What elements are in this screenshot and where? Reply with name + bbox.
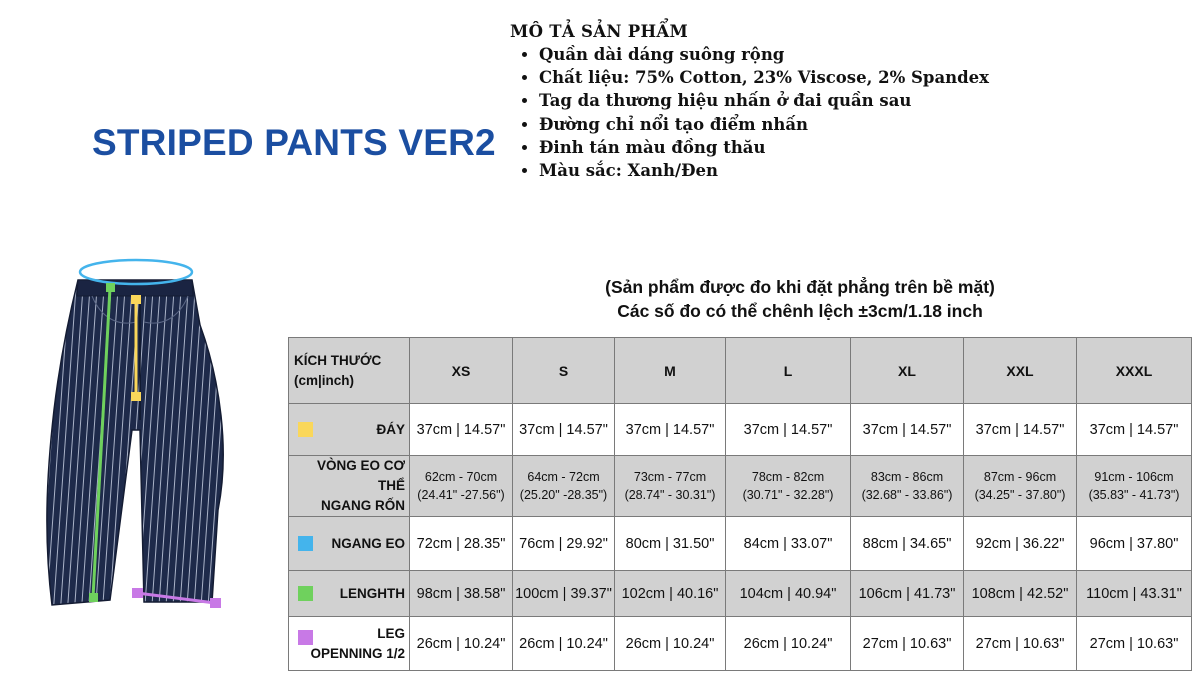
description-item: • Đường chỉ nổi tạo điểm nhấn: [539, 113, 989, 136]
waist-color-swatch: [298, 536, 313, 551]
product-description: [510, 22, 989, 182]
description-list: [510, 43, 989, 182]
measurement-note-flat: (Sản phẩm được đo khi đặt phẳng trên bề mặt): [605, 277, 995, 297]
table-cell: 76cm | 29.92": [513, 517, 615, 571]
table-cell: 98cm | 38.58": [410, 571, 513, 617]
table-cell: 102cm | 40.16": [615, 571, 726, 617]
size-header-xxxl: XXXL: [1077, 338, 1192, 404]
size-header-m: M: [615, 338, 726, 404]
row-label-day: ĐÁY: [289, 404, 410, 456]
table-cell: 108cm | 42.52": [964, 571, 1077, 617]
table-cell: 37cm | 14.57": [1077, 404, 1192, 456]
description-item: • Chất liệu: 75% Cotton, 23% Viscose, 2% Spandex: [539, 66, 989, 89]
table-cell: 27cm | 10.63": [851, 617, 964, 671]
rise-color-swatch: [298, 422, 313, 437]
table-cell: 88cm | 34.65": [851, 517, 964, 571]
table-cell: 26cm | 10.24": [410, 617, 513, 671]
measurement-note-tolerance: Các số đo có thể chênh lệch ±3cm/1.18 inch: [617, 301, 983, 321]
table-cell: 37cm | 14.57": [410, 404, 513, 456]
pants-measurement-illustration: [40, 250, 245, 620]
table-cell: 92cm | 36.22": [964, 517, 1077, 571]
table-cell: 91cm - 106cm (35.83" - 41.73"): [1077, 456, 1192, 517]
table-cell: 26cm | 10.24": [726, 617, 851, 671]
table-cell: 104cm | 40.94": [726, 571, 851, 617]
description-item: • Màu sắc: Xanh/Đen: [539, 159, 989, 182]
table-cell: 37cm | 14.57": [964, 404, 1077, 456]
size-header-s: S: [513, 338, 615, 404]
size-header-xxl: XXL: [964, 338, 1077, 404]
row-label-waist: NGANG EO: [289, 517, 410, 571]
length-color-swatch: [298, 586, 313, 601]
table-cell: 27cm | 10.63": [1077, 617, 1192, 671]
table-cell: 83cm - 86cm (32.68" - 33.86"): [851, 456, 964, 517]
table-row-body-waist: [289, 456, 1192, 517]
row-label-leg-opening: LEG OPENNING 1/2: [289, 617, 410, 671]
leg-opening-color-swatch: [298, 630, 313, 645]
table-cell: 84cm | 33.07": [726, 517, 851, 571]
size-header-l: L: [726, 338, 851, 404]
table-cell: 26cm | 10.24": [615, 617, 726, 671]
row-label-length: LENGHTH: [289, 571, 410, 617]
table-cell: 27cm | 10.63": [964, 617, 1077, 671]
table-row-waist: [289, 517, 1192, 571]
product-title: STRIPED PANTS VER2: [92, 122, 496, 163]
table-cell: 100cm | 39.37": [513, 571, 615, 617]
table-cell: 37cm | 14.57": [726, 404, 851, 456]
size-header-xs: XS: [410, 338, 513, 404]
table-row-length: [289, 571, 1192, 617]
table-cell: 80cm | 31.50": [615, 517, 726, 571]
table-cell: 110cm | 43.31": [1077, 571, 1192, 617]
size-chart-table: [288, 337, 1192, 671]
size-header-label: KÍCH THƯỚC (cm|inch): [289, 338, 410, 404]
table-cell: 37cm | 14.57": [615, 404, 726, 456]
table-cell: 62cm - 70cm (24.41" -27.56"): [410, 456, 513, 517]
row-label-body-waist: VÒNG EO CƠ THỂ NGANG RỐN: [289, 456, 410, 517]
description-item: • Quần dài dáng suông rộng: [539, 43, 989, 66]
table-cell: 73cm - 77cm (28.74" - 30.31"): [615, 456, 726, 517]
size-header-xl: XL: [851, 338, 964, 404]
table-cell: 106cm | 41.73": [851, 571, 964, 617]
table-cell: 96cm | 37.80": [1077, 517, 1192, 571]
table-cell: 37cm | 14.57": [513, 404, 615, 456]
table-cell: 78cm - 82cm (30.71" - 32.28"): [726, 456, 851, 517]
table-header-row: [289, 338, 1192, 404]
table-row-leg-opening: [289, 617, 1192, 671]
description-heading: MÔ TẢ SẢN PHẨM: [510, 22, 689, 41]
table-row-day: [289, 404, 1192, 456]
description-item: • Tag da thương hiệu nhấn ở đai quần sau: [539, 89, 989, 112]
table-cell: 87cm - 96cm (34.25" - 37.80"): [964, 456, 1077, 517]
table-cell: 64cm - 72cm (25.20" -28.35"): [513, 456, 615, 517]
table-cell: 37cm | 14.57": [851, 404, 964, 456]
description-item: • Đinh tán màu đồng thău: [539, 136, 989, 159]
table-cell: 26cm | 10.24": [513, 617, 615, 671]
table-cell: 72cm | 28.35": [410, 517, 513, 571]
